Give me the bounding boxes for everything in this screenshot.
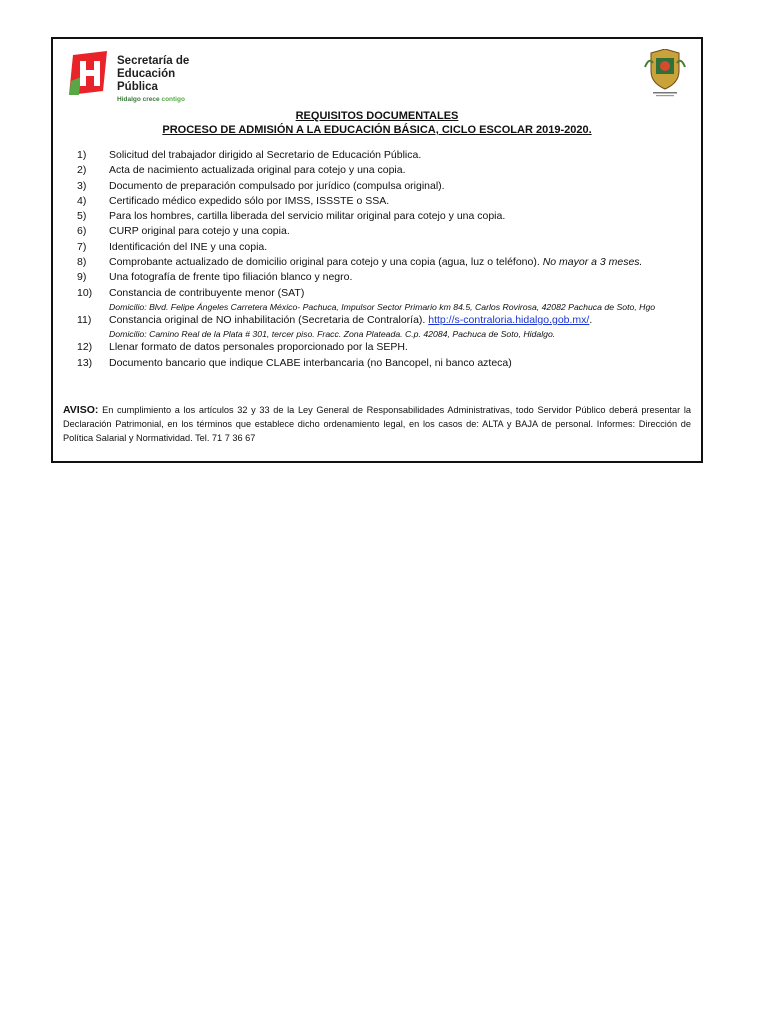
list-item [77,179,695,194]
list-item: 11) Constancia original de NO inhabilitación (Secretaria de Contraloría). http://s-contraloria.hidalgo.gob.mx/. Domicilio: Camino Real de la Plata # 301, tercer piso. Fracc. Zona Plateada. C.p. 42084, Pachuca de Soto, Hidalgo. [77,313,695,340]
sep-logo [67,49,217,103]
item-text: Una fotografía de frente tipo filiación blanco y negro. [109,271,353,284]
item-text: Identificación del INE y una copia. [109,240,268,253]
item-text: Llenar formato de datos personales proporcionado por la SEPH. [109,341,408,354]
item-number: 11) [77,313,92,326]
item-text: Para los hombres, cartilla liberada del servicio militar original para cotejo y una copia. [109,210,506,223]
logo-tagline [117,96,217,103]
requirements-list [77,148,695,371]
item-text: Acta de nacimiento actualizada original para cotejo y una copia. [109,164,406,177]
contraloria-link[interactable]: http://s-contraloria.hidalgo.gob.mx/ [428,313,590,326]
item-text: CURP original para cotejo y una copia. [109,225,290,238]
item-emphasis: No mayor a 3 meses. [542,256,643,269]
item-number: 13) [77,356,93,369]
logo-tag-part-1: Hidalgo crece [117,95,160,103]
state-seal-icon [643,49,687,99]
item-address: Domicilio: Blvd. Felipe Ángeles Carretera México- Pachuca, Impulsor Sector Primario km 84.5, Carlos Rovirosa, 42082 Pachuca de Soto, Hgo [109,301,656,312]
list-item [77,240,695,255]
logo-line-2: Educación Pública [117,68,176,94]
item-text: Documento bancario que indique CLABE interbancaria (no Bancopel, ni banco azteca) [109,356,512,369]
item-number: 7) [77,240,87,253]
item-text: Certificado médico expedido sólo por IMSS, ISSSTE o SSA. [109,194,390,207]
list-item [77,194,695,209]
item-number: 12) [77,341,93,354]
item-text: Solicitud del trabajador dirigido al Secretario de Educación Pública. [109,149,422,161]
logo-line-1: Secretaría de [117,55,190,67]
item-number: 2) [77,164,87,177]
item-number: 8) [77,256,87,269]
item-text: Constancia original de NO inhabilitación (Secretaria de Contraloría). [109,313,426,326]
list-item [77,270,695,285]
item-number: 5) [77,210,87,223]
item-number: 4) [77,194,87,207]
list-item [77,286,695,313]
item-number: 10) [77,286,93,299]
aviso-notice [63,403,691,445]
item-number: 9) [77,271,87,284]
list-item [77,340,695,355]
item-number: 3) [77,179,87,192]
item-number: 1) [77,149,87,161]
item-text: Documento de preparación compulsado por jurídico (compulsa original). [109,179,445,192]
item-text: Constancia de contribuyente menor (SAT) [109,286,305,299]
h-logo-icon [67,51,111,95]
aviso-text: En cumplimiento a los artículos 32 y 33 de la Ley General de Responsabilidades Administrativas, todo Servidor Público deberá presentar la Declaración Patrimonial, en los términos que establece dicho ordenamiento legal, en los casos de: ALTA y BAJA de personal. Informes: Dirección de Política Salarial y Normatividad. Tel. 71 7 36 67 [63,405,691,443]
list-item [77,356,695,371]
list-item [77,255,695,270]
title-line-2: PROCESO DE ADMISIÓN A LA EDUCACIÓN BÁSICA, CICLO ESCOLAR 2019-2020. [162,124,592,136]
item-number: 6) [77,225,87,238]
list-item [77,209,695,224]
item-text: Comprobante actualizado de domicilio original para cotejo y una copia (agua, luz o teléfono). [109,256,540,269]
title-line-1: REQUISITOS DOCUMENTALES [295,110,459,122]
item-address: Domicilio: Camino Real de la Plata # 301, tercer piso. Fracc. Zona Plateada. C.p. 42084, Pachuca de Soto, Hidalgo. [109,329,556,340]
list-item [77,163,695,178]
logo-tag-part-2: contigo [161,95,185,103]
document-title [53,109,701,137]
document-box [51,37,703,463]
list-item [77,224,695,239]
aviso-label: AVISO: [63,404,99,416]
list-item [77,148,695,163]
